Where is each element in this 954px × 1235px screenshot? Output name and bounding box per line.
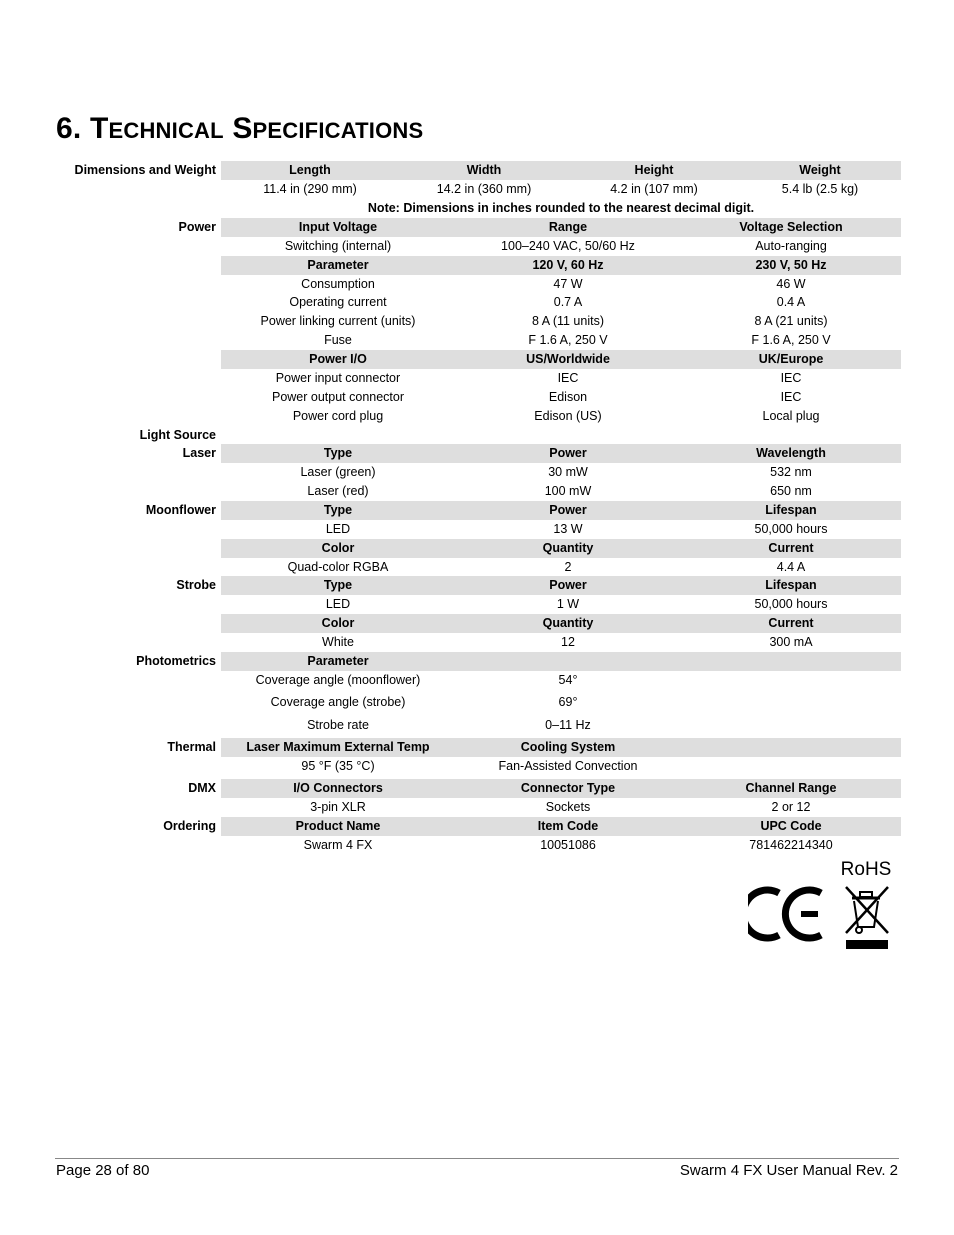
spec-row bbox=[0, 293, 954, 312]
spec-row bbox=[0, 693, 954, 712]
spec-data-band bbox=[221, 693, 901, 712]
spec-data-band bbox=[221, 312, 901, 331]
spec-row bbox=[0, 836, 954, 855]
spec-cell: Coverage angle (strobe) bbox=[270, 695, 406, 709]
spec-row bbox=[0, 426, 954, 445]
spec-cell: Current bbox=[768, 541, 814, 555]
spec-data-band bbox=[221, 369, 901, 388]
spec-cell: US/Worldwide bbox=[526, 352, 610, 366]
spec-cell: Switching (internal) bbox=[284, 239, 392, 253]
spec-cell: Range bbox=[548, 220, 588, 234]
spec-cell: Channel Range bbox=[745, 781, 837, 795]
spec-row-label: Photometrics bbox=[136, 654, 216, 668]
spec-cell: 0–11 Hz bbox=[545, 718, 591, 732]
title-word-1-rest: ECHNICAL bbox=[108, 118, 224, 143]
spec-cell: Parameter bbox=[307, 258, 369, 272]
spec-cell: Fuse bbox=[324, 333, 352, 347]
spec-note: Note: Dimensions in inches rounded to the nearest decimal digit. bbox=[367, 201, 755, 215]
spec-row bbox=[0, 779, 954, 798]
spec-cell: 650 nm bbox=[770, 484, 812, 498]
spec-cell: Height bbox=[634, 163, 674, 177]
certification-svg bbox=[748, 855, 898, 955]
spec-cell: 3-pin XLR bbox=[310, 800, 366, 814]
spec-data-band bbox=[221, 595, 901, 614]
spec-row bbox=[0, 444, 954, 463]
spec-cell: 46 W bbox=[776, 277, 806, 291]
spec-cell: White bbox=[322, 635, 354, 649]
spec-cell: 2 bbox=[564, 560, 572, 574]
spec-header-band bbox=[221, 350, 901, 369]
spec-cell bbox=[671, 738, 911, 757]
spec-row bbox=[0, 275, 954, 294]
spec-data-band bbox=[221, 798, 901, 817]
spec-row bbox=[0, 463, 954, 482]
spec-cell: F 1.6 A, 250 V bbox=[528, 333, 608, 347]
spec-cell bbox=[671, 757, 911, 776]
footer-page-number: Page 28 of 80 bbox=[56, 1162, 150, 1179]
spec-cell: Input Voltage bbox=[298, 220, 378, 234]
spec-cell: Color bbox=[321, 616, 355, 630]
spec-data-band bbox=[221, 558, 901, 577]
certification-logos bbox=[748, 855, 898, 955]
spec-cell: Power bbox=[549, 503, 587, 517]
spec-row bbox=[0, 558, 954, 577]
spec-cell: 47 W bbox=[553, 277, 583, 291]
spec-cell: 781462214340 bbox=[749, 838, 833, 852]
spec-cell: 0.4 A bbox=[776, 295, 806, 309]
spec-data-band bbox=[221, 388, 901, 407]
spec-header-band bbox=[221, 161, 901, 180]
spec-cell: Consumption bbox=[301, 277, 375, 291]
spec-cell bbox=[671, 716, 911, 735]
spec-cell: 2 or 12 bbox=[771, 800, 811, 814]
spec-cell bbox=[671, 652, 911, 671]
spec-row-label: Strobe bbox=[176, 578, 216, 592]
spec-header-band bbox=[221, 738, 901, 757]
spec-cell: 13 W bbox=[553, 522, 583, 536]
spec-data-band bbox=[221, 836, 901, 855]
spec-row bbox=[0, 576, 954, 595]
spec-row-label: Laser bbox=[182, 446, 216, 460]
spec-row bbox=[0, 350, 954, 369]
footer-manual-title: Swarm 4 FX User Manual Rev. 2 bbox=[679, 1162, 898, 1179]
spec-cell: 8 A (21 units) bbox=[754, 314, 828, 328]
spec-cell: Strobe rate bbox=[307, 718, 369, 732]
spec-cell: IEC bbox=[780, 371, 802, 385]
title-word-2-rest: PECIFICATIONS bbox=[252, 118, 424, 143]
spec-header-band bbox=[221, 539, 901, 558]
spec-row bbox=[0, 407, 954, 426]
spec-cell: Power bbox=[549, 446, 587, 460]
spec-cell: Type bbox=[323, 446, 353, 460]
spec-header-band bbox=[221, 501, 901, 520]
spec-data-band bbox=[221, 199, 901, 218]
spec-cell: F 1.6 A, 250 V bbox=[751, 333, 831, 347]
spec-row bbox=[0, 595, 954, 614]
spec-cell: Quad-color RGBA bbox=[287, 560, 389, 574]
spec-row-label: Ordering bbox=[163, 819, 216, 833]
spec-row bbox=[0, 312, 954, 331]
spec-row-label: Thermal bbox=[167, 740, 216, 754]
spec-row-label: Light Source bbox=[139, 428, 216, 442]
spec-cell: Auto-ranging bbox=[755, 239, 827, 253]
spec-row bbox=[0, 633, 954, 652]
spec-cell: 230 V, 50 Hz bbox=[755, 258, 827, 272]
spec-data-band bbox=[221, 331, 901, 350]
spec-row bbox=[0, 716, 954, 735]
spec-header-band bbox=[221, 614, 901, 633]
spec-header-band bbox=[221, 652, 901, 671]
spec-row bbox=[0, 256, 954, 275]
spec-row bbox=[0, 180, 954, 199]
spec-cell: Local plug bbox=[762, 409, 820, 423]
spec-cell: 14.2 in (360 mm) bbox=[436, 182, 532, 196]
spec-cell: Product Name bbox=[295, 819, 381, 833]
spec-cell bbox=[448, 652, 688, 671]
spec-row bbox=[0, 652, 954, 671]
spec-row bbox=[0, 161, 954, 180]
spec-cell: LED bbox=[325, 597, 351, 611]
spec-row bbox=[0, 614, 954, 633]
spec-cell: Laser (green) bbox=[300, 465, 376, 479]
spec-cell: Connector Type bbox=[520, 781, 616, 795]
spec-row bbox=[0, 331, 954, 350]
page-title bbox=[56, 112, 423, 146]
spec-cell: LED bbox=[325, 522, 351, 536]
spec-cell: Laser Maximum External Temp bbox=[246, 740, 430, 754]
title-word-2-cap: S bbox=[232, 112, 253, 145]
spec-cell: Power I/O bbox=[309, 352, 367, 366]
spec-cell: 30 mW bbox=[548, 465, 588, 479]
spec-data-band bbox=[221, 520, 901, 539]
spec-cell: Type bbox=[323, 503, 353, 517]
spec-cell: 50,000 hours bbox=[754, 522, 828, 536]
spec-data-band bbox=[221, 237, 901, 256]
spec-data-band bbox=[221, 463, 901, 482]
spec-cell: 10051086 bbox=[540, 838, 596, 852]
spec-cell: Power output connector bbox=[271, 390, 405, 404]
spec-cell: 0.7 A bbox=[553, 295, 583, 309]
spec-cell: Edison (US) bbox=[534, 409, 602, 423]
spec-row bbox=[0, 237, 954, 256]
spec-row-label: Moonflower bbox=[145, 503, 216, 517]
spec-cell: 54° bbox=[558, 673, 578, 687]
spec-cell: UK/Europe bbox=[758, 352, 824, 366]
spec-row bbox=[0, 738, 954, 757]
spec-data-band bbox=[221, 757, 901, 776]
spec-cell: 4.4 A bbox=[776, 560, 806, 574]
spec-row bbox=[0, 671, 954, 690]
spec-row-label: Dimensions and Weight bbox=[74, 163, 216, 177]
spec-cell: Power cord plug bbox=[292, 409, 384, 423]
spec-header-band bbox=[221, 576, 901, 595]
spec-cell: Lifespan bbox=[765, 578, 817, 592]
spec-data-band bbox=[221, 716, 901, 735]
spec-cell: Item Code bbox=[537, 819, 599, 833]
spec-cell: Width bbox=[466, 163, 502, 177]
spec-cell: UPC Code bbox=[760, 819, 822, 833]
spec-cell: Quantity bbox=[542, 541, 594, 555]
spec-cell: 100–240 VAC, 50/60 Hz bbox=[501, 239, 635, 253]
spec-cell: Power bbox=[549, 578, 587, 592]
spec-cell: Wavelength bbox=[756, 446, 826, 460]
spec-cell: Color bbox=[321, 541, 355, 555]
spec-cell: 69° bbox=[558, 695, 578, 709]
spec-cell: Current bbox=[768, 616, 814, 630]
spec-cell: 50,000 hours bbox=[754, 597, 828, 611]
spec-row bbox=[0, 817, 954, 836]
spec-cell: Weight bbox=[799, 163, 841, 177]
spec-cell: Fan-Assisted Convection bbox=[498, 759, 638, 773]
spec-cell: Coverage angle (moonflower) bbox=[255, 673, 421, 687]
spec-row bbox=[0, 482, 954, 501]
spec-data-band bbox=[221, 407, 901, 426]
footer-divider bbox=[55, 1158, 899, 1159]
spec-header-band bbox=[221, 817, 901, 836]
spec-cell: 12 bbox=[561, 635, 575, 649]
spec-header-band bbox=[221, 779, 901, 798]
spec-row-label: Power bbox=[178, 220, 216, 234]
spec-data-band bbox=[221, 275, 901, 294]
spec-cell bbox=[671, 693, 911, 712]
spec-cell: Operating current bbox=[289, 295, 387, 309]
spec-cell bbox=[671, 671, 911, 690]
title-word-1-cap: T bbox=[89, 112, 109, 145]
title-number: 6. bbox=[56, 112, 82, 145]
spec-cell: Swarm 4 FX bbox=[303, 838, 373, 852]
spec-cell: 1 W bbox=[556, 597, 580, 611]
spec-cell: Power input connector bbox=[275, 371, 401, 385]
spec-row bbox=[0, 501, 954, 520]
spec-cell: Sockets bbox=[545, 800, 591, 814]
spec-cell: 8 A (11 units) bbox=[531, 314, 605, 328]
spec-row bbox=[0, 388, 954, 407]
spec-data-band bbox=[221, 180, 901, 199]
spec-cell: Parameter bbox=[307, 654, 369, 668]
spec-header-band bbox=[221, 218, 901, 237]
spec-cell: Length bbox=[289, 163, 331, 177]
spec-cell: 300 mA bbox=[769, 635, 813, 649]
spec-row bbox=[0, 369, 954, 388]
spec-header-band bbox=[221, 444, 901, 463]
spec-data-band bbox=[221, 633, 901, 652]
spec-cell: 11.4 in (290 mm) bbox=[263, 182, 357, 196]
spec-cell: 100 mW bbox=[544, 484, 592, 498]
spec-row bbox=[0, 218, 954, 237]
spec-row bbox=[0, 520, 954, 539]
spec-row-label: DMX bbox=[188, 781, 216, 795]
spec-data-band bbox=[221, 482, 901, 501]
spec-cell: Type bbox=[323, 578, 353, 592]
spec-cell: Laser (red) bbox=[307, 484, 369, 498]
spec-cell: Cooling System bbox=[520, 740, 616, 754]
spec-cell: I/O Connectors bbox=[293, 781, 383, 795]
spec-row bbox=[0, 757, 954, 776]
spec-row bbox=[0, 798, 954, 817]
ce-mark-icon bbox=[748, 890, 821, 938]
spec-cell: Quantity bbox=[542, 616, 594, 630]
spec-row bbox=[0, 199, 954, 218]
weee-crossed-bin-icon bbox=[846, 887, 888, 949]
spec-data-band bbox=[221, 293, 901, 312]
spec-cell: 5.4 lb (2.5 kg) bbox=[781, 182, 859, 196]
spec-data-band bbox=[221, 671, 901, 690]
spec-cell: Power linking current (units) bbox=[260, 314, 416, 328]
spec-cell: 120 V, 60 Hz bbox=[532, 258, 604, 272]
spec-cell: 4.2 in (107 mm) bbox=[610, 182, 698, 196]
spec-cell: IEC bbox=[780, 390, 802, 404]
spec-cell: Lifespan bbox=[765, 503, 817, 517]
spec-cell: IEC bbox=[557, 371, 579, 385]
spec-cell: 532 nm bbox=[770, 465, 812, 479]
spec-header-band bbox=[221, 256, 901, 275]
spec-row bbox=[0, 539, 954, 558]
spec-cell: Edison bbox=[548, 390, 588, 404]
spec-cell: Voltage Selection bbox=[739, 220, 843, 234]
spec-cell: 95 °F (35 °C) bbox=[301, 759, 375, 773]
rohs-text: RoHS bbox=[840, 859, 892, 880]
